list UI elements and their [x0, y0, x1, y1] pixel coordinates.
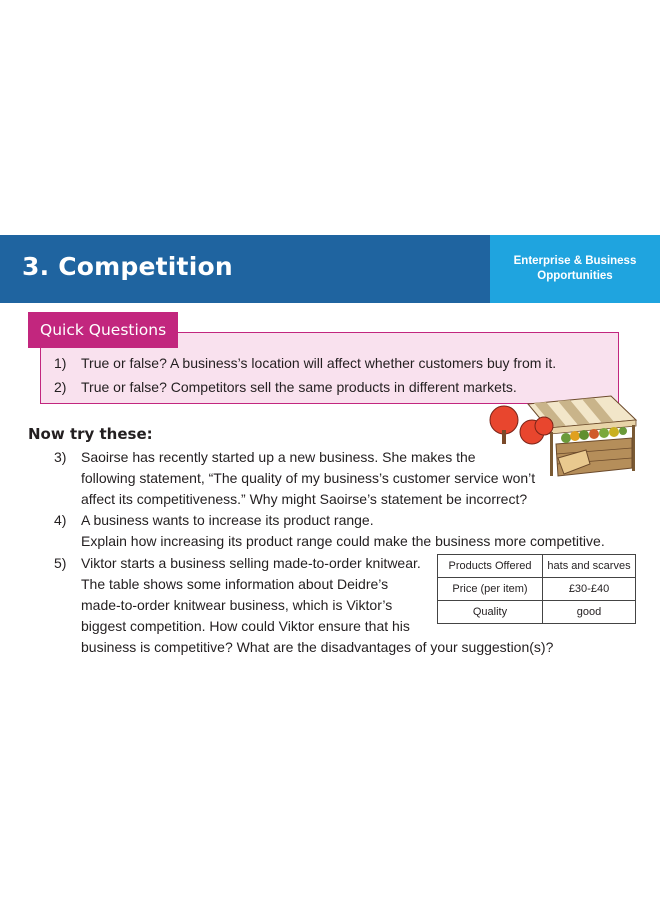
question-text-line: business is competitive? What are the disadvantages of your suggestion(s)?	[81, 639, 554, 655]
table-cell-label: Quality	[438, 601, 543, 624]
question-text: True or false? A business’s location will affect whether customers buy from it.	[81, 355, 557, 371]
section-tag-line2: Opportunities	[537, 270, 613, 282]
table-row	[438, 555, 636, 578]
question-number: 2)	[54, 379, 67, 395]
question-text-line: affect its competitiveness.” Why might Saoirse’s statement be incorrect?	[81, 491, 528, 507]
table-cell-value: £30-£40	[543, 578, 636, 601]
question-number: 1)	[54, 355, 67, 371]
header-banner	[0, 235, 660, 303]
question-text-line: The table shows some information about Deidre’s	[81, 576, 389, 592]
table-row	[438, 578, 636, 601]
question-text-line: Explain how increasing its product range could make the business more competitive.	[81, 533, 605, 549]
question-number: 5)	[54, 555, 67, 571]
question-text-line: made-to-order knitwear business, which is Viktor’s	[81, 597, 393, 613]
table-cell-label: Price (per item)	[438, 578, 543, 601]
now-try-heading: Now try these:	[28, 425, 153, 443]
table-row	[438, 601, 636, 624]
quick-questions-label: Quick Questions	[28, 312, 178, 348]
table-cell-label: Products Offered	[438, 555, 543, 578]
section-tag-line1: Enterprise & Business	[513, 255, 637, 267]
question-text-line: Saoirse has recently started up a new business. She makes the	[81, 449, 476, 465]
question-number: 4)	[54, 512, 67, 528]
page-title: 3. Competition	[22, 252, 233, 281]
question-3	[54, 447, 535, 510]
question-text-line: Viktor starts a business selling made-to-order knitwear.	[81, 555, 421, 571]
question-text-line: biggest competition. How could Viktor ensure that his	[81, 618, 410, 634]
question-text-line: A business wants to increase its product range.	[81, 512, 374, 528]
table-cell-value: good	[543, 601, 636, 624]
quick-question-1	[54, 354, 556, 372]
competitor-info-table	[437, 554, 636, 624]
question-text-line: following statement, “The quality of my business’s customer service won’t	[81, 470, 536, 486]
table-cell-value: hats and scarves	[543, 555, 636, 578]
question-4	[54, 510, 605, 552]
question-number: 3)	[54, 449, 67, 465]
quick-question-2	[54, 378, 517, 396]
section-tag	[490, 235, 660, 303]
question-text: True or false? Competitors sell the same products in different markets.	[81, 379, 517, 395]
